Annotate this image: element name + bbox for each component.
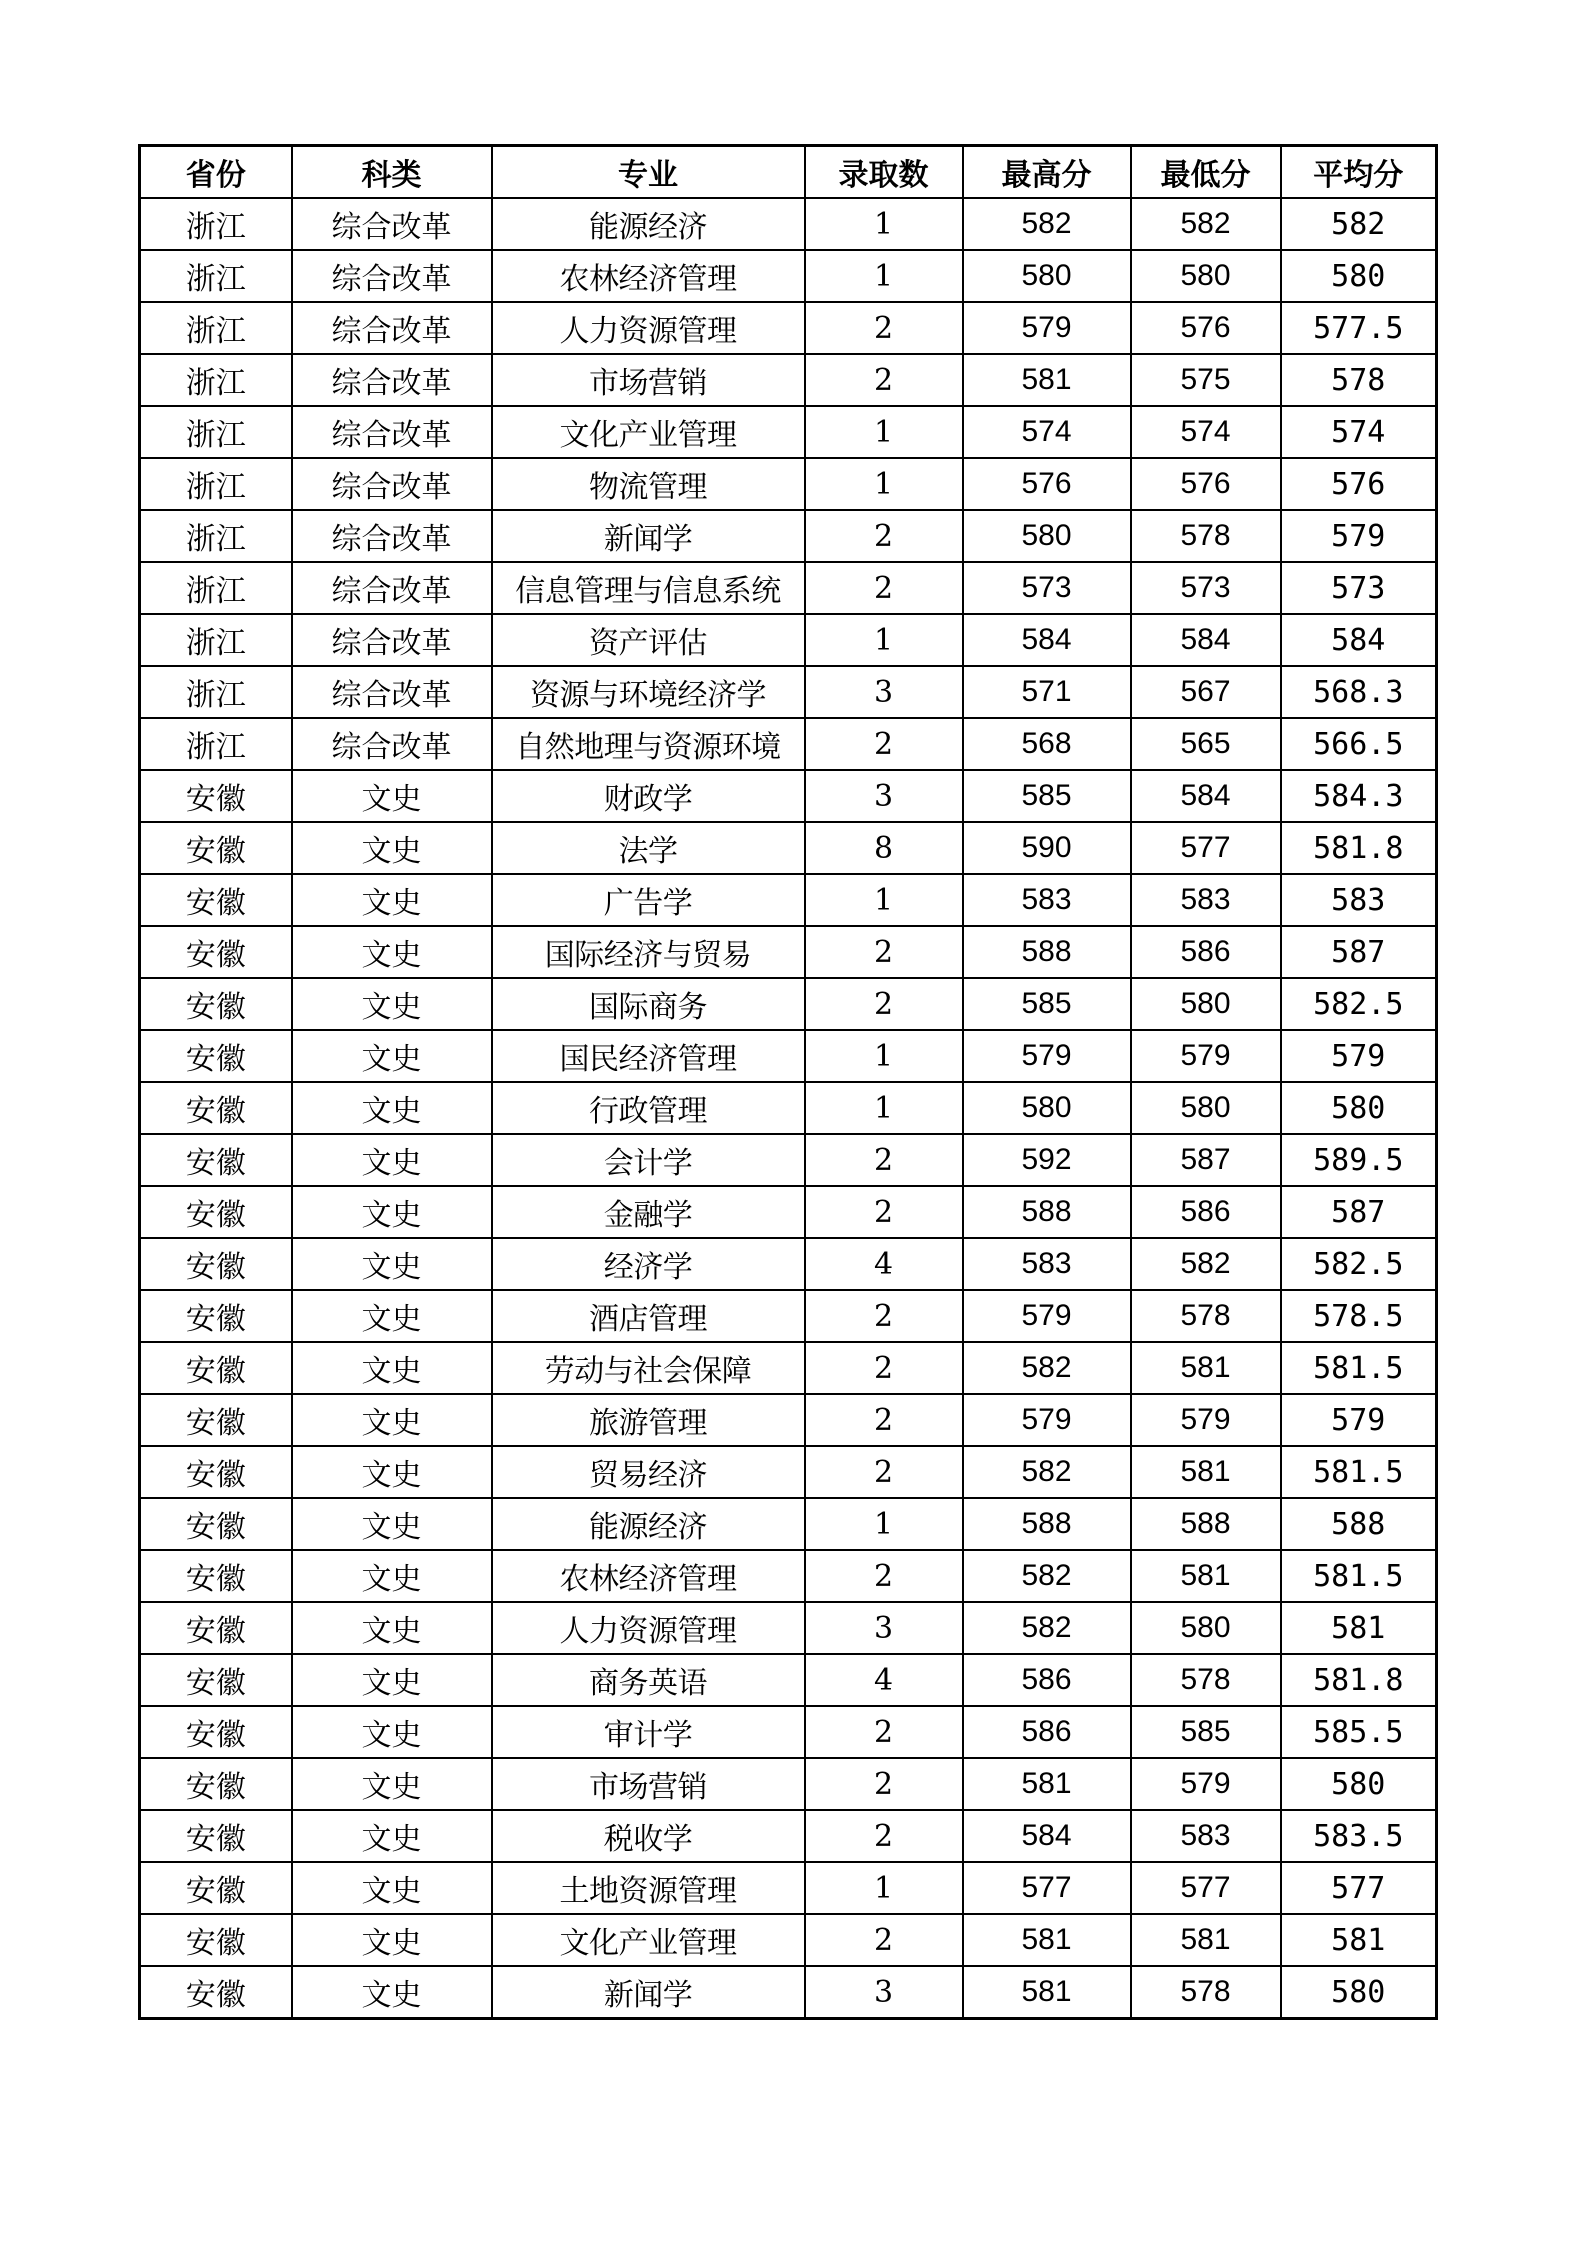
cell-lowest-score: 583 (1131, 1810, 1281, 1862)
cell-major: 能源经济 (492, 1498, 805, 1550)
cell-highest-score: 588 (963, 926, 1131, 978)
cell-category: 文史 (292, 770, 492, 822)
cell-admitted-count: 2 (805, 1758, 963, 1810)
header-row (140, 146, 1437, 199)
cell-province: 浙江 (140, 354, 292, 406)
cell-admitted-count: 1 (805, 1498, 963, 1550)
cell-admitted-count: 2 (805, 354, 963, 406)
cell-lowest-score: 578 (1131, 1654, 1281, 1706)
cell-lowest-score: 577 (1131, 1862, 1281, 1914)
cell-province: 安徽 (140, 1914, 292, 1966)
cell-category: 文史 (292, 1914, 492, 1966)
cell-admitted-count: 2 (805, 978, 963, 1030)
cell-admitted-count: 1 (805, 458, 963, 510)
cell-average-score: 578 (1281, 354, 1437, 406)
cell-highest-score: 571 (963, 666, 1131, 718)
cell-province: 安徽 (140, 978, 292, 1030)
cell-lowest-score: 580 (1131, 250, 1281, 302)
cell-highest-score: 580 (963, 250, 1131, 302)
cell-province: 安徽 (140, 1654, 292, 1706)
table-row (140, 1394, 1437, 1446)
cell-lowest-score: 581 (1131, 1550, 1281, 1602)
table-row (140, 1238, 1437, 1290)
cell-highest-score: 574 (963, 406, 1131, 458)
cell-admitted-count: 1 (805, 1082, 963, 1134)
cell-admitted-count: 4 (805, 1238, 963, 1290)
cell-lowest-score: 584 (1131, 770, 1281, 822)
cell-admitted-count: 3 (805, 770, 963, 822)
table-row (140, 1550, 1437, 1602)
cell-major: 物流管理 (492, 458, 805, 510)
table-row (140, 1498, 1437, 1550)
cell-major: 自然地理与资源环境 (492, 718, 805, 770)
cell-lowest-score: 579 (1131, 1758, 1281, 1810)
cell-admitted-count: 8 (805, 822, 963, 874)
cell-admitted-count: 4 (805, 1654, 963, 1706)
table-row (140, 1654, 1437, 1706)
cell-admitted-count: 3 (805, 666, 963, 718)
admissions-table (138, 144, 1438, 2020)
cell-average-score: 584.3 (1281, 770, 1437, 822)
cell-province: 安徽 (140, 1082, 292, 1134)
cell-average-score: 583 (1281, 874, 1437, 926)
cell-lowest-score: 579 (1131, 1030, 1281, 1082)
cell-lowest-score: 582 (1131, 198, 1281, 250)
cell-category: 文史 (292, 1654, 492, 1706)
cell-major: 国际经济与贸易 (492, 926, 805, 978)
table-row (140, 926, 1437, 978)
table-body (140, 198, 1437, 2019)
table-row (140, 302, 1437, 354)
cell-province: 安徽 (140, 1186, 292, 1238)
cell-category: 文史 (292, 1030, 492, 1082)
cell-highest-score: 586 (963, 1706, 1131, 1758)
cell-major: 贸易经济 (492, 1446, 805, 1498)
cell-province: 安徽 (140, 1706, 292, 1758)
cell-province: 浙江 (140, 250, 292, 302)
cell-major: 金融学 (492, 1186, 805, 1238)
table-row (140, 198, 1437, 250)
cell-average-score: 587 (1281, 1186, 1437, 1238)
table-row (140, 1186, 1437, 1238)
cell-average-score: 577.5 (1281, 302, 1437, 354)
cell-category: 综合改革 (292, 562, 492, 614)
cell-province: 安徽 (140, 1758, 292, 1810)
cell-category: 文史 (292, 1082, 492, 1134)
header-category: 科类 (292, 146, 492, 199)
cell-major: 资产评估 (492, 614, 805, 666)
cell-province: 安徽 (140, 1498, 292, 1550)
cell-lowest-score: 583 (1131, 874, 1281, 926)
cell-category: 文史 (292, 926, 492, 978)
cell-average-score: 576 (1281, 458, 1437, 510)
cell-highest-score: 577 (963, 1862, 1131, 1914)
table-row (140, 1914, 1437, 1966)
cell-average-score: 582.5 (1281, 1238, 1437, 1290)
cell-admitted-count: 1 (805, 874, 963, 926)
cell-highest-score: 582 (963, 1602, 1131, 1654)
cell-category: 文史 (292, 822, 492, 874)
cell-average-score: 568.3 (1281, 666, 1437, 718)
cell-province: 安徽 (140, 1342, 292, 1394)
cell-lowest-score: 578 (1131, 1290, 1281, 1342)
table-row (140, 1862, 1437, 1914)
cell-major: 旅游管理 (492, 1394, 805, 1446)
cell-province: 安徽 (140, 822, 292, 874)
cell-category: 文史 (292, 1602, 492, 1654)
cell-highest-score: 573 (963, 562, 1131, 614)
cell-major: 审计学 (492, 1706, 805, 1758)
cell-category: 文史 (292, 1186, 492, 1238)
cell-average-score: 578.5 (1281, 1290, 1437, 1342)
cell-category: 文史 (292, 1238, 492, 1290)
cell-lowest-score: 580 (1131, 1602, 1281, 1654)
cell-average-score: 581.8 (1281, 822, 1437, 874)
table-row (140, 1290, 1437, 1342)
cell-category: 综合改革 (292, 458, 492, 510)
cell-major: 文化产业管理 (492, 1914, 805, 1966)
cell-highest-score: 576 (963, 458, 1131, 510)
header-average-score: 平均分 (1281, 146, 1437, 199)
header-province: 省份 (140, 146, 292, 199)
cell-category: 文史 (292, 1290, 492, 1342)
cell-highest-score: 579 (963, 1290, 1131, 1342)
cell-lowest-score: 581 (1131, 1914, 1281, 1966)
table-row (140, 1446, 1437, 1498)
cell-average-score: 589.5 (1281, 1134, 1437, 1186)
cell-province: 安徽 (140, 1238, 292, 1290)
cell-admitted-count: 2 (805, 1810, 963, 1862)
cell-major: 商务英语 (492, 1654, 805, 1706)
cell-highest-score: 583 (963, 874, 1131, 926)
cell-average-score: 580 (1281, 1966, 1437, 2019)
cell-category: 综合改革 (292, 614, 492, 666)
cell-average-score: 582.5 (1281, 978, 1437, 1030)
table-row (140, 822, 1437, 874)
cell-average-score: 583.5 (1281, 1810, 1437, 1862)
cell-category: 综合改革 (292, 302, 492, 354)
cell-highest-score: 581 (963, 1914, 1131, 1966)
cell-highest-score: 590 (963, 822, 1131, 874)
cell-average-score: 581.5 (1281, 1446, 1437, 1498)
cell-major: 财政学 (492, 770, 805, 822)
cell-average-score: 581.5 (1281, 1342, 1437, 1394)
cell-admitted-count: 2 (805, 1706, 963, 1758)
cell-province: 浙江 (140, 666, 292, 718)
cell-average-score: 579 (1281, 1394, 1437, 1446)
cell-admitted-count: 2 (805, 510, 963, 562)
cell-average-score: 581 (1281, 1602, 1437, 1654)
cell-province: 安徽 (140, 1030, 292, 1082)
cell-major: 新闻学 (492, 1966, 805, 2019)
cell-average-score: 580 (1281, 1082, 1437, 1134)
cell-lowest-score: 578 (1131, 510, 1281, 562)
cell-category: 文史 (292, 1706, 492, 1758)
table-row (140, 1030, 1437, 1082)
cell-category: 文史 (292, 1862, 492, 1914)
cell-highest-score: 582 (963, 198, 1131, 250)
cell-province: 浙江 (140, 614, 292, 666)
cell-lowest-score: 573 (1131, 562, 1281, 614)
cell-admitted-count: 2 (805, 1290, 963, 1342)
cell-average-score: 581 (1281, 1914, 1437, 1966)
cell-major: 税收学 (492, 1810, 805, 1862)
cell-province: 安徽 (140, 1134, 292, 1186)
cell-highest-score: 568 (963, 718, 1131, 770)
cell-admitted-count: 2 (805, 1342, 963, 1394)
cell-category: 文史 (292, 1342, 492, 1394)
cell-province: 安徽 (140, 1602, 292, 1654)
cell-admitted-count: 2 (805, 562, 963, 614)
cell-category: 文史 (292, 1134, 492, 1186)
cell-admitted-count: 2 (805, 1186, 963, 1238)
cell-province: 浙江 (140, 718, 292, 770)
cell-average-score: 574 (1281, 406, 1437, 458)
cell-highest-score: 582 (963, 1446, 1131, 1498)
cell-major: 国民经济管理 (492, 1030, 805, 1082)
cell-admitted-count: 2 (805, 1914, 963, 1966)
cell-major: 人力资源管理 (492, 1602, 805, 1654)
table-row (140, 1602, 1437, 1654)
cell-province: 浙江 (140, 510, 292, 562)
cell-highest-score: 579 (963, 1030, 1131, 1082)
header-lowest-score: 最低分 (1131, 146, 1281, 199)
cell-lowest-score: 567 (1131, 666, 1281, 718)
cell-lowest-score: 575 (1131, 354, 1281, 406)
cell-province: 安徽 (140, 874, 292, 926)
cell-average-score: 584 (1281, 614, 1437, 666)
cell-lowest-score: 581 (1131, 1342, 1281, 1394)
cell-highest-score: 588 (963, 1498, 1131, 1550)
cell-highest-score: 582 (963, 1342, 1131, 1394)
table-row (140, 666, 1437, 718)
table-row (140, 562, 1437, 614)
cell-lowest-score: 585 (1131, 1706, 1281, 1758)
cell-lowest-score: 580 (1131, 1082, 1281, 1134)
cell-average-score: 581.8 (1281, 1654, 1437, 1706)
cell-province: 安徽 (140, 926, 292, 978)
cell-major: 农林经济管理 (492, 250, 805, 302)
cell-major: 文化产业管理 (492, 406, 805, 458)
cell-highest-score: 585 (963, 978, 1131, 1030)
cell-major: 会计学 (492, 1134, 805, 1186)
cell-admitted-count: 1 (805, 1862, 963, 1914)
cell-average-score: 585.5 (1281, 1706, 1437, 1758)
cell-admitted-count: 3 (805, 1602, 963, 1654)
cell-highest-score: 585 (963, 770, 1131, 822)
cell-lowest-score: 584 (1131, 614, 1281, 666)
cell-major: 酒店管理 (492, 1290, 805, 1342)
cell-major: 劳动与社会保障 (492, 1342, 805, 1394)
cell-category: 综合改革 (292, 406, 492, 458)
table-row (140, 510, 1437, 562)
cell-highest-score: 579 (963, 1394, 1131, 1446)
cell-admitted-count: 1 (805, 250, 963, 302)
cell-admitted-count: 2 (805, 1550, 963, 1602)
cell-province: 安徽 (140, 1862, 292, 1914)
cell-major: 经济学 (492, 1238, 805, 1290)
cell-lowest-score: 574 (1131, 406, 1281, 458)
cell-category: 综合改革 (292, 718, 492, 770)
cell-admitted-count: 2 (805, 1446, 963, 1498)
cell-category: 综合改革 (292, 666, 492, 718)
cell-category: 文史 (292, 874, 492, 926)
cell-average-score: 588 (1281, 1498, 1437, 1550)
cell-province: 安徽 (140, 1446, 292, 1498)
cell-major: 土地资源管理 (492, 1862, 805, 1914)
cell-category: 文史 (292, 978, 492, 1030)
cell-lowest-score: 576 (1131, 302, 1281, 354)
cell-major: 农林经济管理 (492, 1550, 805, 1602)
cell-admitted-count: 2 (805, 718, 963, 770)
cell-category: 综合改革 (292, 198, 492, 250)
cell-province: 安徽 (140, 770, 292, 822)
table-row (140, 354, 1437, 406)
cell-admitted-count: 2 (805, 302, 963, 354)
cell-category: 文史 (292, 1810, 492, 1862)
cell-province: 安徽 (140, 1810, 292, 1862)
cell-major: 资源与环境经济学 (492, 666, 805, 718)
cell-category: 文史 (292, 1394, 492, 1446)
cell-average-score: 581.5 (1281, 1550, 1437, 1602)
cell-highest-score: 580 (963, 1082, 1131, 1134)
table-row (140, 770, 1437, 822)
table-row (140, 1810, 1437, 1862)
cell-category: 文史 (292, 1498, 492, 1550)
cell-lowest-score: 578 (1131, 1966, 1281, 2019)
header-highest-score: 最高分 (963, 146, 1131, 199)
cell-average-score: 573 (1281, 562, 1437, 614)
cell-major: 信息管理与信息系统 (492, 562, 805, 614)
cell-province: 安徽 (140, 1966, 292, 2019)
cell-highest-score: 579 (963, 302, 1131, 354)
table-row (140, 1082, 1437, 1134)
cell-lowest-score: 565 (1131, 718, 1281, 770)
cell-major: 能源经济 (492, 198, 805, 250)
cell-province: 浙江 (140, 406, 292, 458)
cell-highest-score: 581 (963, 354, 1131, 406)
cell-lowest-score: 579 (1131, 1394, 1281, 1446)
cell-lowest-score: 586 (1131, 926, 1281, 978)
cell-admitted-count: 3 (805, 1966, 963, 2019)
cell-major: 新闻学 (492, 510, 805, 562)
cell-major: 广告学 (492, 874, 805, 926)
cell-major: 市场营销 (492, 1758, 805, 1810)
cell-lowest-score: 586 (1131, 1186, 1281, 1238)
table-row (140, 614, 1437, 666)
cell-highest-score: 592 (963, 1134, 1131, 1186)
table-row (140, 978, 1437, 1030)
cell-lowest-score: 580 (1131, 978, 1281, 1030)
cell-major: 市场营销 (492, 354, 805, 406)
cell-category: 综合改革 (292, 510, 492, 562)
table-row (140, 458, 1437, 510)
cell-highest-score: 588 (963, 1186, 1131, 1238)
table-row (140, 406, 1437, 458)
table-row (140, 250, 1437, 302)
cell-major: 法学 (492, 822, 805, 874)
cell-province: 安徽 (140, 1550, 292, 1602)
cell-province: 浙江 (140, 458, 292, 510)
cell-highest-score: 580 (963, 510, 1131, 562)
cell-average-score: 580 (1281, 250, 1437, 302)
cell-average-score: 587 (1281, 926, 1437, 978)
cell-lowest-score: 582 (1131, 1238, 1281, 1290)
cell-major: 行政管理 (492, 1082, 805, 1134)
cell-category: 文史 (292, 1966, 492, 2019)
cell-major: 人力资源管理 (492, 302, 805, 354)
cell-province: 安徽 (140, 1394, 292, 1446)
cell-category: 综合改革 (292, 354, 492, 406)
cell-average-score: 582 (1281, 198, 1437, 250)
cell-highest-score: 584 (963, 1810, 1131, 1862)
cell-highest-score: 586 (963, 1654, 1131, 1706)
cell-admitted-count: 2 (805, 1134, 963, 1186)
cell-highest-score: 582 (963, 1550, 1131, 1602)
cell-highest-score: 583 (963, 1238, 1131, 1290)
cell-highest-score: 581 (963, 1966, 1131, 2019)
cell-admitted-count: 1 (805, 614, 963, 666)
cell-lowest-score: 587 (1131, 1134, 1281, 1186)
table-row (140, 1966, 1437, 2019)
cell-average-score: 579 (1281, 510, 1437, 562)
cell-lowest-score: 581 (1131, 1446, 1281, 1498)
cell-average-score: 579 (1281, 1030, 1437, 1082)
table-row (140, 1758, 1437, 1810)
cell-province: 浙江 (140, 562, 292, 614)
cell-lowest-score: 576 (1131, 458, 1281, 510)
cell-province: 安徽 (140, 1290, 292, 1342)
header-admitted-count: 录取数 (805, 146, 963, 199)
table-row (140, 718, 1437, 770)
cell-average-score: 580 (1281, 1758, 1437, 1810)
cell-province: 浙江 (140, 198, 292, 250)
cell-average-score: 577 (1281, 1862, 1437, 1914)
cell-admitted-count: 2 (805, 926, 963, 978)
table-row (140, 874, 1437, 926)
cell-admitted-count: 1 (805, 198, 963, 250)
cell-category: 文史 (292, 1758, 492, 1810)
cell-category: 综合改革 (292, 250, 492, 302)
cell-major: 国际商务 (492, 978, 805, 1030)
cell-category: 文史 (292, 1446, 492, 1498)
cell-lowest-score: 588 (1131, 1498, 1281, 1550)
cell-lowest-score: 577 (1131, 822, 1281, 874)
table-row (140, 1134, 1437, 1186)
table-row (140, 1706, 1437, 1758)
cell-category: 文史 (292, 1550, 492, 1602)
cell-highest-score: 584 (963, 614, 1131, 666)
cell-admitted-count: 1 (805, 1030, 963, 1082)
cell-highest-score: 581 (963, 1758, 1131, 1810)
cell-admitted-count: 1 (805, 406, 963, 458)
cell-admitted-count: 2 (805, 1394, 963, 1446)
table-row (140, 1342, 1437, 1394)
cell-average-score: 566.5 (1281, 718, 1437, 770)
header-major: 专业 (492, 146, 805, 199)
cell-province: 浙江 (140, 302, 292, 354)
